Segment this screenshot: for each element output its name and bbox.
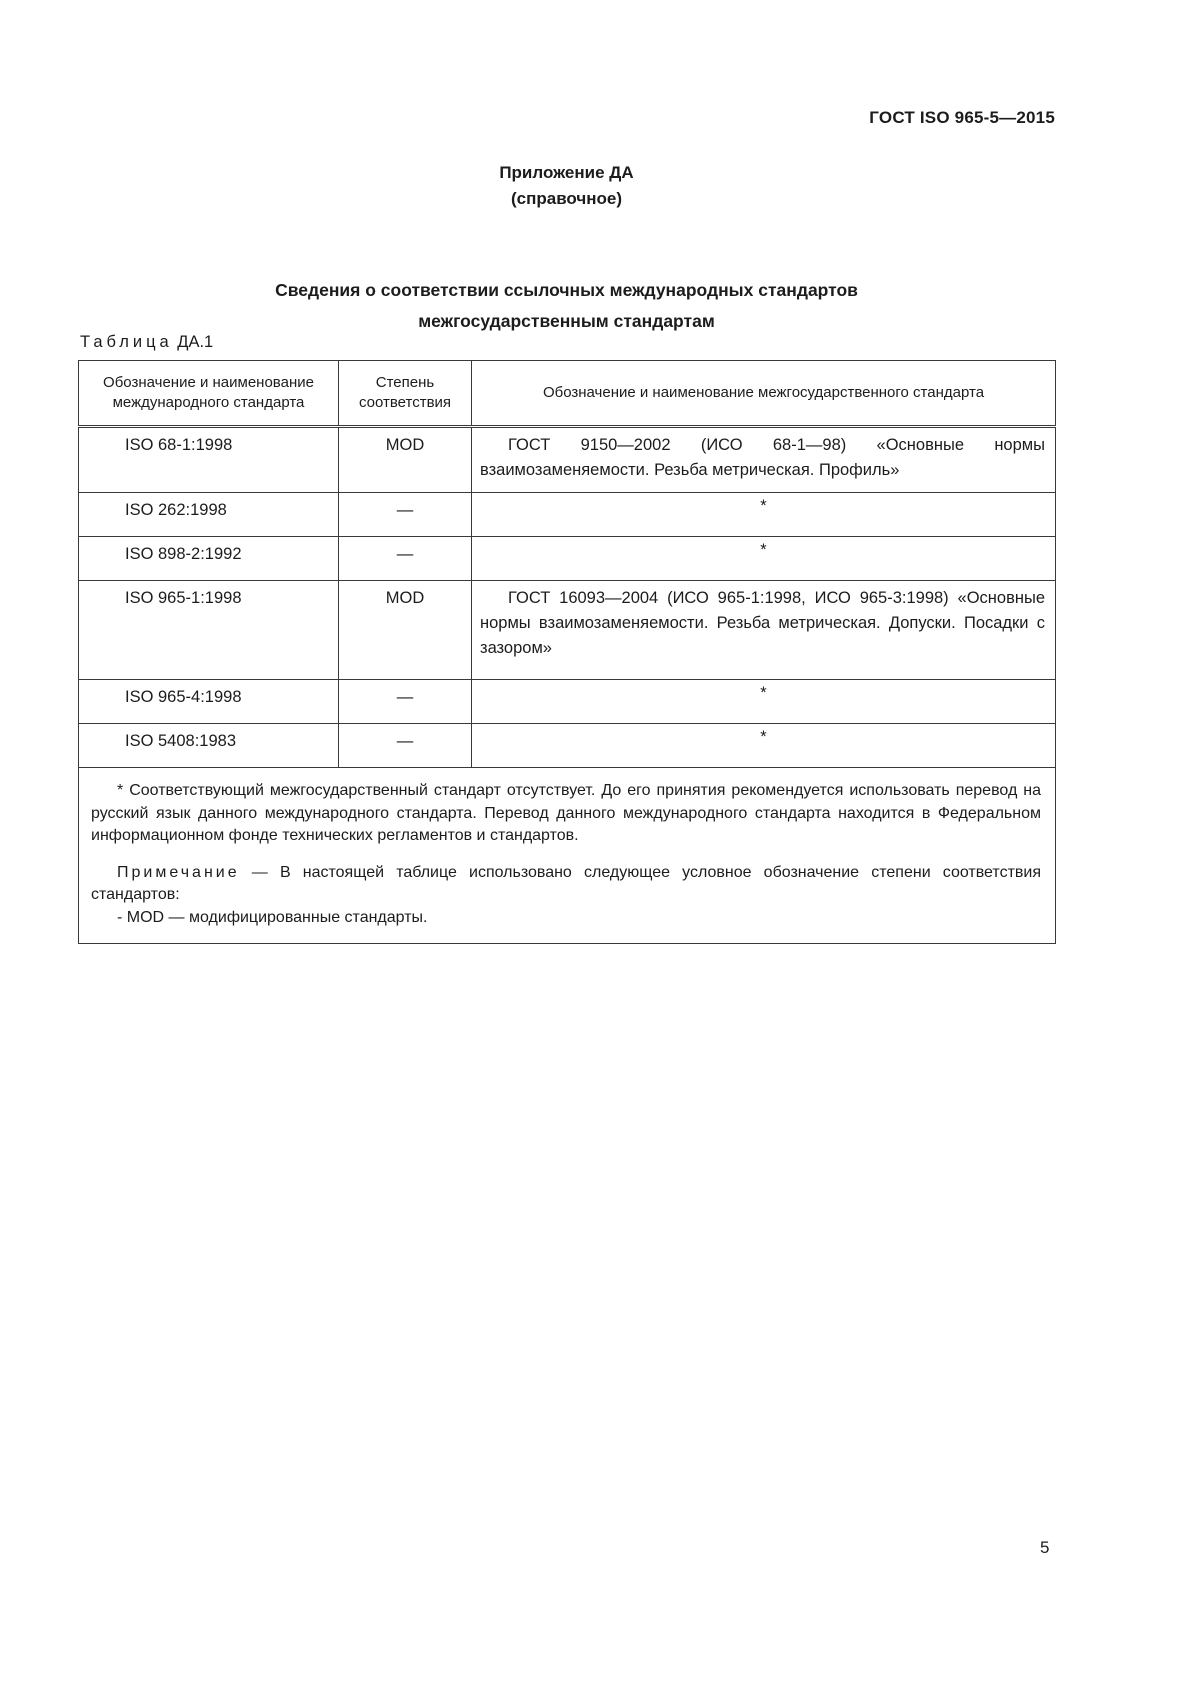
table-row (79, 680, 1056, 724)
page-number: 5 (1040, 1538, 1050, 1557)
column-header-intl-standard: Обозначение и наименование международного стандарта (79, 361, 339, 427)
cell-gost-standard: * (472, 724, 1056, 768)
document-code-header: ГОСТ ISO 965-5—2015 (869, 108, 1055, 127)
table-footnote-row (79, 768, 1056, 944)
column-header-gost-standard: Обозначение и наименование межгосударственного стандарта (472, 361, 1056, 427)
note-item-mod: - MOD — модифицированные стандарты. (117, 908, 428, 926)
cell-degree: — (339, 680, 472, 724)
note-label: Примечание (117, 863, 240, 881)
cell-gost-standard: * (472, 493, 1056, 537)
table-row (79, 581, 1056, 680)
table-label-word: Таблица (80, 333, 173, 351)
cell-gost-standard: ГОСТ 9150—2002 (ИСО 68-1—98) «Основные нормы взаимозаменяемости. Резьба метрическая. Профиль» (472, 427, 1056, 493)
footnote-text: * Соответствующий межгосударственный стандарт отсутствует. До его принятия рекомендуется использовать перевод на русский язык данного международного стандарта. Перевод данного международного стандарта находится в Федеральном информационном фонде технических регламентов и стандартов. (91, 782, 1041, 844)
cell-degree: MOD (339, 581, 472, 680)
table-label-number: ДА.1 (177, 333, 214, 351)
cell-intl-standard: ISO 5408:1983 (79, 724, 339, 768)
section-title (78, 275, 1055, 337)
cell-degree: MOD (339, 427, 472, 493)
section-title-line1: Сведения о соответствии ссылочных международных стандартов (275, 280, 858, 300)
appendix-heading (78, 160, 1055, 212)
table-row (79, 537, 1056, 581)
cell-gost-standard: * (472, 680, 1056, 724)
cell-intl-standard: ISO 965-4:1998 (79, 680, 339, 724)
table-footnote-cell (79, 768, 1056, 944)
cell-degree: — (339, 724, 472, 768)
cell-gost-standard: ГОСТ 16093—2004 (ИСО 965-1:1998, ИСО 965-3:1998) «Основные нормы взаимозаменяемости. Резьба метрическая. Допуски. Посадки с зазором» (472, 581, 1056, 680)
cell-intl-standard: ISO 262:1998 (79, 493, 339, 537)
cell-intl-standard: ISO 898-2:1992 (79, 537, 339, 581)
table-header-row (79, 361, 1056, 427)
cell-degree: — (339, 537, 472, 581)
table-row (79, 724, 1056, 768)
cell-gost-standard: * (472, 537, 1056, 581)
table-row (79, 493, 1056, 537)
appendix-title: Приложение ДА (499, 163, 634, 182)
table-label (80, 331, 213, 353)
table-row (79, 427, 1056, 493)
column-header-degree: Степень соответствия (339, 361, 472, 427)
appendix-subtitle: (справочное) (510, 189, 623, 208)
cell-degree: — (339, 493, 472, 537)
section-title-line2: межгосударственным стандартам (418, 311, 715, 331)
note-paragraph (91, 862, 1041, 907)
cell-intl-standard: ISO 965-1:1998 (79, 581, 339, 680)
correspondence-table (78, 360, 1056, 944)
note-text: — В настоящей таблице использовано следующее условное обозначение степени соответствия стандартов: (91, 863, 1042, 903)
cell-intl-standard: ISO 68-1:1998 (79, 427, 339, 493)
